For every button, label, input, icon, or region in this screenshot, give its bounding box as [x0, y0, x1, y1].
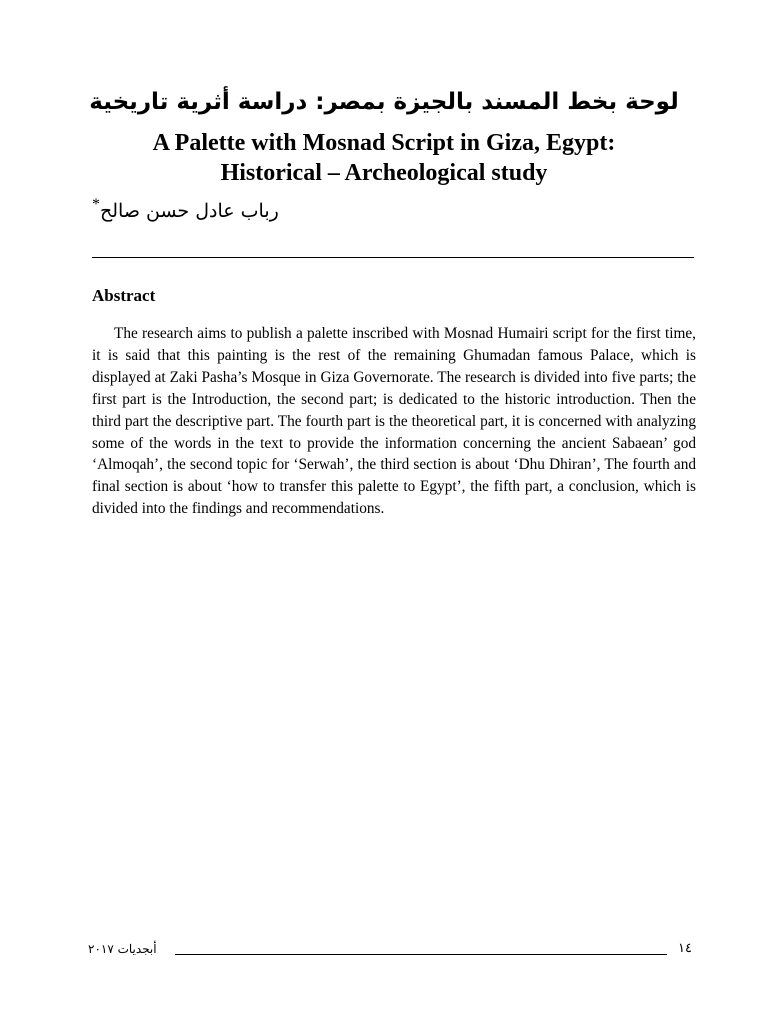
english-title	[60, 128, 708, 188]
footer-journal: أبجديات ٢٠١٧	[88, 942, 157, 956]
author-name: رباب عادل حسن صالح	[100, 200, 279, 222]
abstract-body: The research aims to publish a palette inscribed with Mosnad Humairi script for the first time, it is said that this painting is the rest of the remaining Ghumadan famous Palace, which is displayed at Zaki Pasha’s Mosque in Giza Governorate. The research is divided into five parts; the first part is the Introduction, the second part; is dedicated to the historic introduction. Then the third part the descriptive part. The fourth part is the theoretical part, it is concerned with analyzing some of the words in the text to provide the information concerning the ancient Sabaean’ god ‘Almoqah’, the second topic for ‘Serwah’, the third section is about ‘Dhu Dhiran’, The fourth and final section is about ‘how to transfer this palette to Egypt’, the fifth part, a conclusion, which is divided into the findings and recommendations.	[92, 325, 696, 518]
header-divider	[92, 257, 694, 258]
abstract-heading: Abstract	[92, 286, 156, 305]
english-title-line-1: A Palette with Mosnad Script in Giza, Egypt:	[152, 130, 616, 156]
page-number: ١٤	[678, 941, 692, 956]
author-footnote-mark: *	[92, 196, 100, 213]
arabic-title: لوحة بخط المسند بالجيزة بمصر: دراسة أثرية تاريخية	[89, 89, 679, 115]
english-title-line-2: Historical – Archeological study	[220, 160, 548, 186]
footer-divider	[175, 954, 667, 955]
author-line	[92, 196, 279, 226]
